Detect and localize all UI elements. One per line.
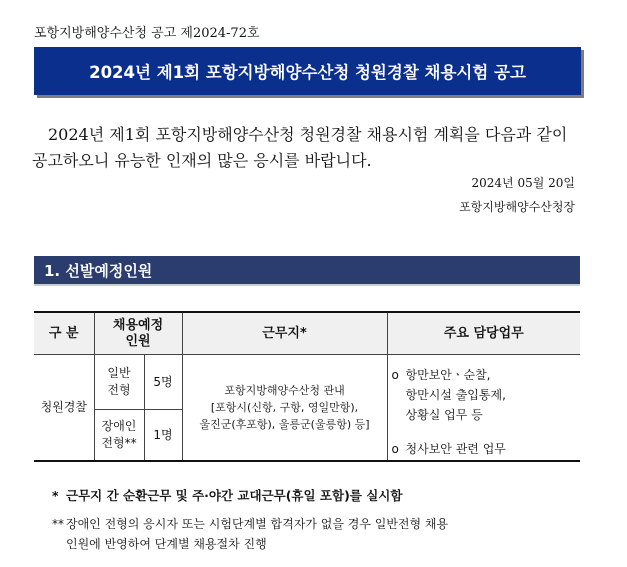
track-name-line: 전형**	[101, 436, 137, 450]
header-planned-line: 채용예정	[112, 317, 164, 333]
duty-line: 상황실 업무 등	[405, 408, 483, 422]
footnote-mark: **	[52, 517, 64, 531]
duties-cell	[387, 355, 580, 462]
duty-line: 항만보안ㆍ순찰,	[405, 368, 491, 382]
section-title: 1. 선발예정인원	[34, 256, 580, 286]
duty-line: 청사보안 관련 업무	[405, 442, 506, 456]
duty-item	[392, 439, 580, 459]
recruitment-table	[34, 311, 580, 462]
track-name-line: 장애인	[101, 419, 137, 433]
header-workplace: 근무지*	[182, 312, 387, 355]
track-count: 1명	[144, 410, 182, 462]
footnote-1	[52, 486, 402, 504]
intro-text: 2024년 제1회 포항지방해양수산청 청원경찰 채용시험 계획을 다음과 같이 공고하오니 유능한 인재의 많은 응시를 바랍니다.	[32, 125, 568, 170]
notice-date: 2024년 05월 20일	[471, 176, 575, 190]
workplace-cell	[182, 355, 387, 462]
signer: 포항지방해양수산청장	[459, 200, 575, 214]
duty-marker: o	[391, 368, 399, 382]
footnote-text: 장애인 전형의 응시자 또는 시험단계별 합격자가 없을 경우 일반전형 채용	[66, 517, 449, 531]
footnote-text: 인원에 반영하여 단계별 채용절차 진행	[66, 537, 267, 551]
header-duties: 주요 담당업무	[387, 312, 580, 355]
header-category: 구 분	[34, 312, 94, 355]
intro-paragraph	[32, 122, 584, 174]
header-planned-line: 인원	[125, 333, 151, 349]
track-name	[94, 410, 144, 462]
footnote-mark: *	[52, 488, 59, 503]
workplace-line: 울진군(후포항), 울릉군(울릉항) 등]	[199, 418, 370, 431]
duty-line: 항만시설 출입통제,	[405, 388, 506, 402]
footnote-2	[52, 514, 582, 554]
track-name-line: 일반	[107, 366, 131, 380]
workplace-line: 포항지방해양수산청 관내	[224, 384, 345, 397]
track-name-line: 전형	[107, 383, 131, 397]
header-planned	[94, 312, 182, 355]
workplace-line: [포항시(신항, 구항, 영일만항),	[210, 401, 359, 414]
duty-item	[392, 365, 580, 425]
track-name	[94, 355, 144, 410]
table-header-row	[34, 312, 580, 355]
position-cell: 청원경찰	[34, 355, 94, 462]
footnote-text: 근무지 간 순환근무 및 주·야간 교대근무(휴일 포함)를 실시함	[66, 488, 403, 503]
track-count: 5명	[144, 355, 182, 410]
document-title: 2024년 제1회 포항지방해양수산청 청원경찰 채용시험 공고	[34, 47, 581, 95]
duty-marker: o	[391, 442, 399, 456]
notice-number: 포항지방해양수산청 공고 제2024-72호	[34, 26, 260, 41]
table-row	[34, 355, 580, 410]
